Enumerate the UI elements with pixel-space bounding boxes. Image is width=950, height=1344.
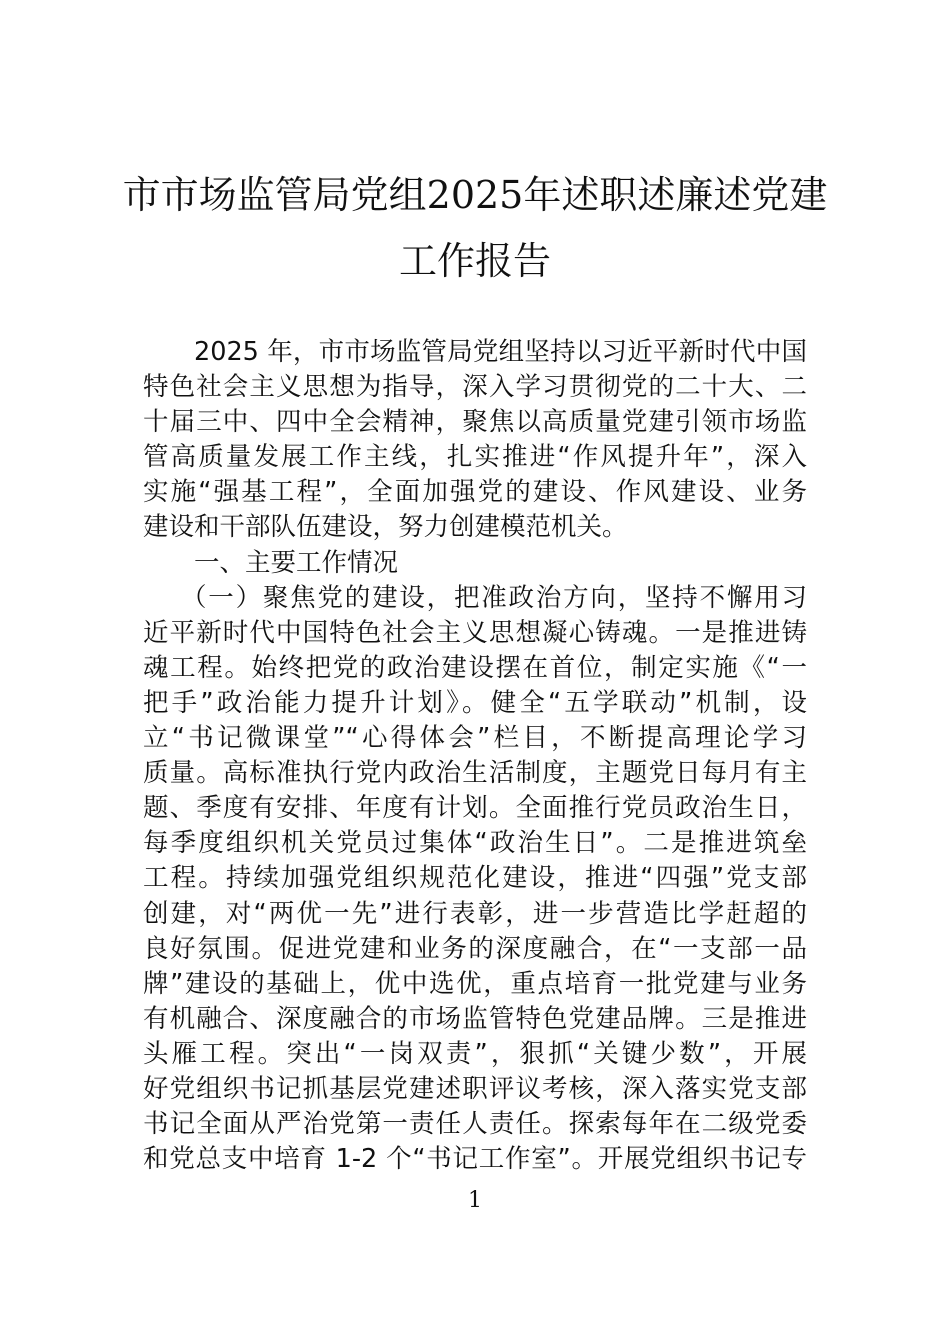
paragraph-1-line: 建设和干部队伍建设，努力创建模范机关。 — [143, 512, 628, 543]
title-line-1: 市市场监管局党组2025年述职述廉述党建 — [122, 173, 828, 217]
section-heading: 一、主要工作情况 — [194, 547, 399, 578]
paragraph-2-line: 创建，对“两优一先”进行表彰，进一步营造比学赶超的 — [143, 898, 807, 929]
paragraph-1-line: 2025 年，市市场监管局党组坚持以习近平新时代中国 — [194, 337, 807, 367]
title-line-2: 工作报告 — [398, 239, 551, 283]
page-number: 1 — [468, 1188, 482, 1213]
paragraph-2-line: （一）聚焦党的建设，把准政治方向，坚持不懈用习 — [181, 582, 807, 613]
paragraph-2-line: 魂工程。始终把党的政治建设摆在首位，制定实施《“一 — [143, 652, 807, 683]
paragraph-2-line: 题、季度有安排、年度有计划。全面推行党员政治生日， — [143, 793, 807, 824]
paragraph-2-line: 每季度组织机关党员过集体“政治生日”。二是推进筑垒 — [143, 828, 807, 859]
paragraph-2-line: 近平新时代中国特色社会主义思想凝心铸魂。一是推进铸 — [143, 617, 807, 648]
paragraph-1-line: 管高质量发展工作主线，扎实推进“作风提升年”，深入 — [143, 442, 807, 473]
paragraph-1-line: 特色社会主义思想为指导，深入学习贯彻党的二十大、二 — [143, 372, 807, 403]
paragraph-2-line: 工程。持续加强党组织规范化建设，推进“四强”党支部 — [143, 863, 807, 894]
paragraph-1-line: 实施“强基工程”，全面加强党的建设、作风建设、业务 — [143, 477, 807, 508]
document-title — [120, 162, 830, 294]
paragraph-2-line: 好党组织书记抓基层党建述职评议考核，深入落实党支部 — [143, 1073, 807, 1104]
paragraph-2-line: 立“书记微课堂”“心得体会”栏目，不断提高理论学习 — [143, 723, 807, 754]
paragraph-2-line: 牌”建设的基础上，优中选优，重点培育一批党建与业务 — [143, 968, 807, 999]
paragraph-2-line: 质量。高标准执行党内政治生活制度，主题党日每月有主 — [143, 758, 807, 789]
paragraph-2-line: 头雁工程。突出“一岗双责”，狠抓“关键少数”，开展 — [143, 1038, 807, 1069]
paragraph-1-line: 十届三中、四中全会精神，聚焦以高质量党建引领市场监 — [143, 407, 807, 438]
paragraph-2-line: 和党总支中培育 1-2 个“书记工作室”。开展党组织书记专 — [143, 1144, 807, 1175]
paragraph-2-line: 有机融合、深度融合的市场监管特色党建品牌。三是推进 — [143, 1003, 807, 1034]
paragraph-2-line: 把手”政治能力提升计划》。健全“五学联动”机制，设 — [143, 687, 807, 718]
paragraph-2-line: 良好氛围。促进党建和业务的深度融合，在“一支部一品 — [143, 933, 807, 964]
document-body — [143, 335, 807, 1177]
paragraph-2-line: 书记全面从严治党第一责任人责任。探索每年在二级党委 — [143, 1109, 807, 1140]
